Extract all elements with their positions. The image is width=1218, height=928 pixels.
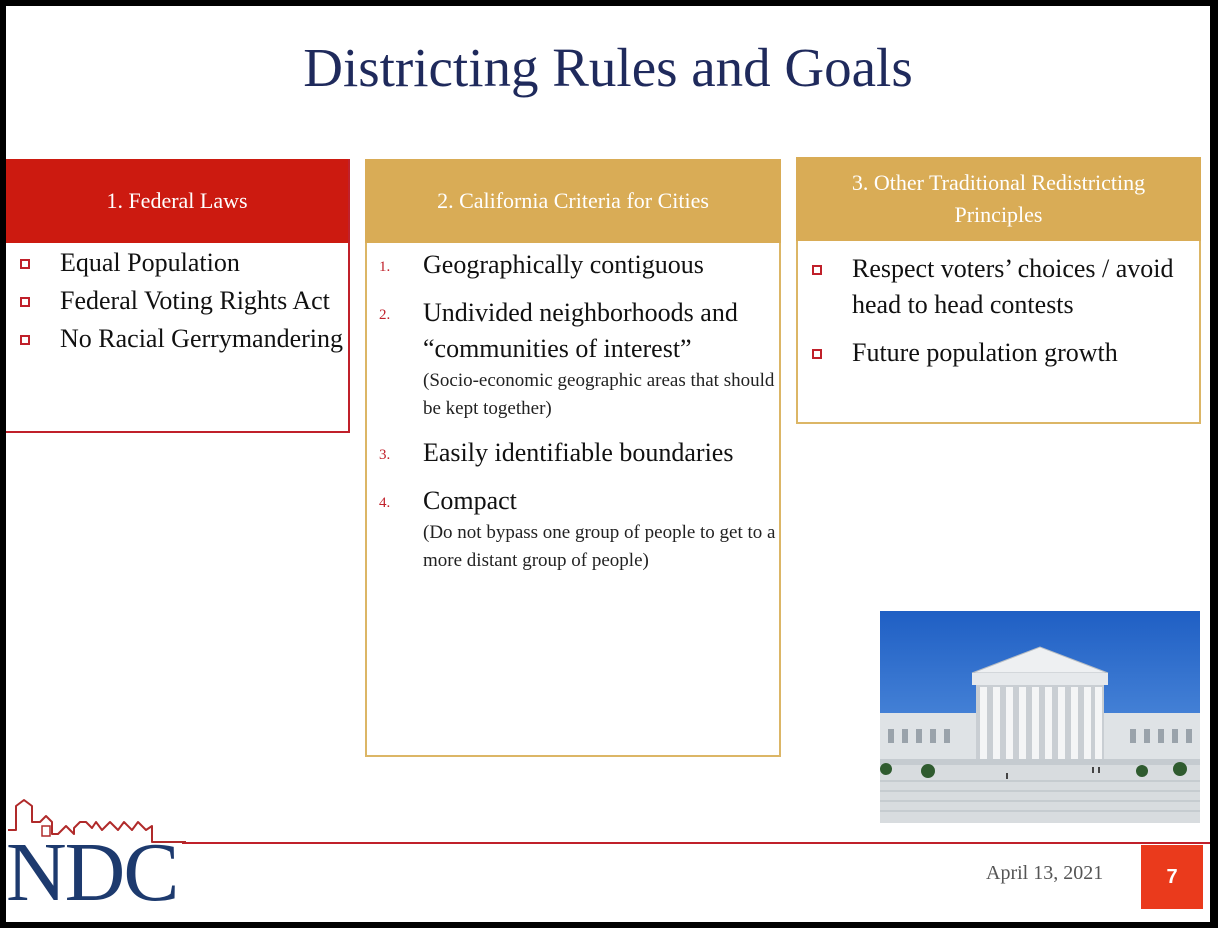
item-number: 4. bbox=[379, 495, 391, 511]
footer-divider bbox=[182, 842, 1210, 844]
square-bullet-icon bbox=[20, 335, 30, 345]
square-bullet-icon bbox=[20, 297, 30, 307]
item-number: 1. bbox=[379, 259, 391, 275]
list-item: 2. Undivided neighborhoods and “communities of interest” (Socio-economic geographic areas that should be kept together) bbox=[423, 295, 779, 423]
item-number: 2. bbox=[379, 307, 391, 323]
slide-title: Districting Rules and Goals bbox=[303, 37, 913, 98]
list-item: 4. Compact (Do not bypass one group of people to get to a more distant group of people) bbox=[423, 483, 779, 575]
page-number-badge: 7 bbox=[1141, 845, 1203, 909]
california-criteria-box bbox=[365, 159, 781, 757]
list-item: 1. Geographically contiguous bbox=[423, 247, 779, 283]
item-number: 3. bbox=[379, 447, 391, 463]
list-item: Equal Population bbox=[60, 249, 348, 277]
square-bullet-icon bbox=[20, 259, 30, 269]
federal-laws-box bbox=[6, 159, 350, 433]
list-item: Future population growth bbox=[852, 335, 1199, 371]
slide bbox=[6, 6, 1210, 922]
list-item: Federal Voting Rights Act bbox=[60, 287, 348, 315]
ndc-logo: NDC bbox=[6, 826, 178, 919]
square-bullet-icon bbox=[812, 349, 822, 359]
list-item: No Racial Gerrymandering bbox=[60, 325, 348, 353]
slide-date: April 13, 2021 bbox=[986, 862, 1104, 884]
traditional-principles-box bbox=[796, 157, 1201, 424]
item-note: (Socio-economic geographic areas that should be kept together) bbox=[423, 370, 775, 419]
item-note: (Do not bypass one group of people to get to a more distant group of people) bbox=[423, 522, 776, 571]
list-item: 3. Easily identifiable boundaries bbox=[423, 435, 779, 471]
supreme-court-photo bbox=[880, 611, 1200, 823]
square-bullet-icon bbox=[812, 265, 822, 275]
california-criteria-header: 2. California Criteria for Cities bbox=[365, 159, 781, 243]
list-item: Respect voters’ choices / avoid head to head contests bbox=[852, 251, 1199, 323]
federal-laws-header: 1. Federal Laws bbox=[6, 159, 348, 243]
traditional-principles-header: 3. Other Traditional Redistricting Principles bbox=[796, 157, 1201, 241]
